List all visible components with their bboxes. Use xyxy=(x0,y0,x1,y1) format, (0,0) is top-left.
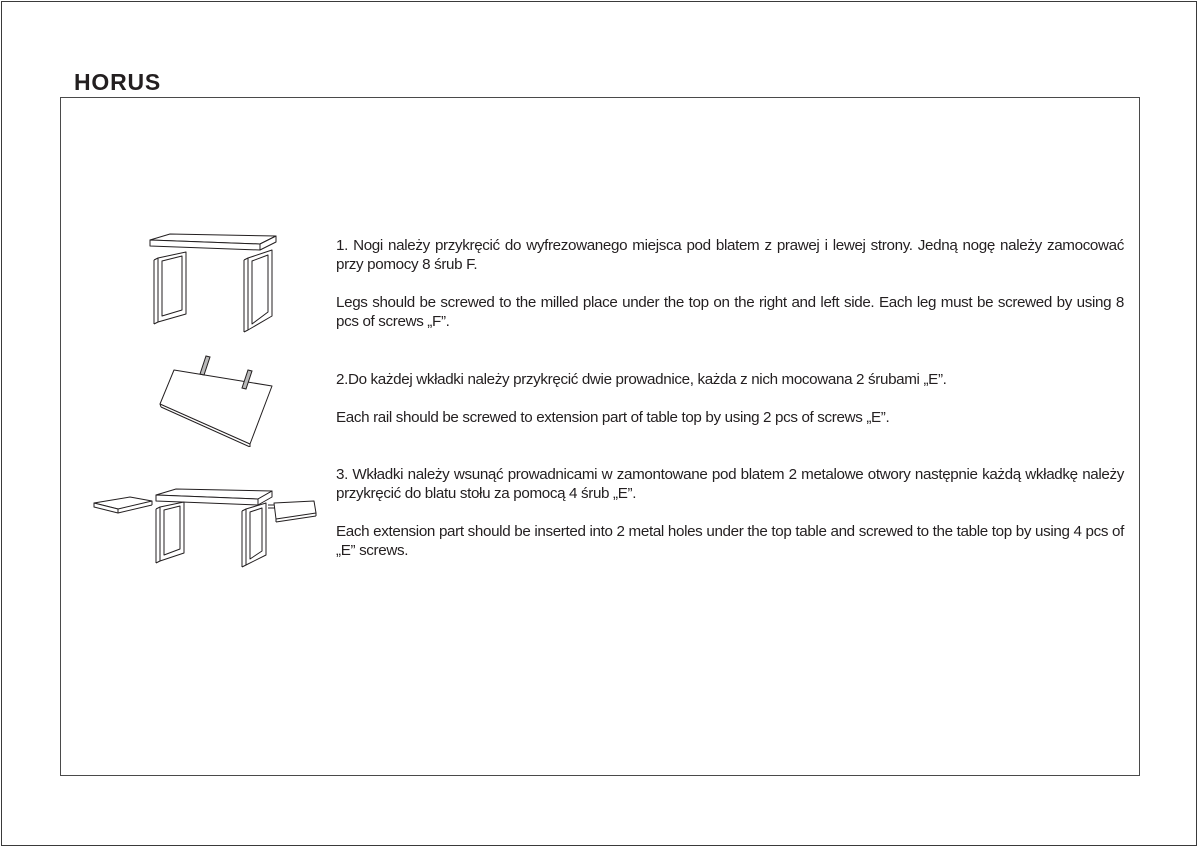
table-with-extensions-illustration xyxy=(90,485,322,571)
step-2-text-en: Each rail should be screwed to extension part of table top by using 2 pcs of screws „E”. xyxy=(336,409,890,426)
step-1-text-en: Legs should be screwed to the milled place under the top on the right and left side. Each leg must be screwed by using 8 pcs of screws „F”. xyxy=(336,294,1124,330)
extension-board-with-rails-illustration xyxy=(156,352,286,447)
step-3-text-pl: 3. Wkładki należy wsunąć prowadnicami w zamontowane pod blatem 2 metalowe otwory następnie każdą wkładkę należy przykręcić do blatu stołu za pomocą 4 śrub „E”. xyxy=(336,466,1124,502)
document-title: HORUS xyxy=(74,69,162,95)
step-1-text xyxy=(336,236,1124,331)
step-2-text xyxy=(336,370,1124,427)
table-with-legs-illustration xyxy=(140,228,285,338)
step-3-text-en: Each extension part should be inserted into 2 metal holes under the top table and screwed to the table top by using 4 pcs of „E” screws. xyxy=(336,523,1124,559)
step-3-text xyxy=(336,465,1124,560)
step-1-text-pl: 1. Nogi należy przykręcić do wyfrezowanego miejsca pod blatem z prawej i lewej strony. Jedną nogę należy zamocować przy pomocy 8 śrub F. xyxy=(336,237,1124,273)
step-2-text-pl: 2.Do każdej wkładki należy przykręcić dwie prowadnice, każda z nich mocowana 2 śrubami „E”. xyxy=(336,371,947,388)
